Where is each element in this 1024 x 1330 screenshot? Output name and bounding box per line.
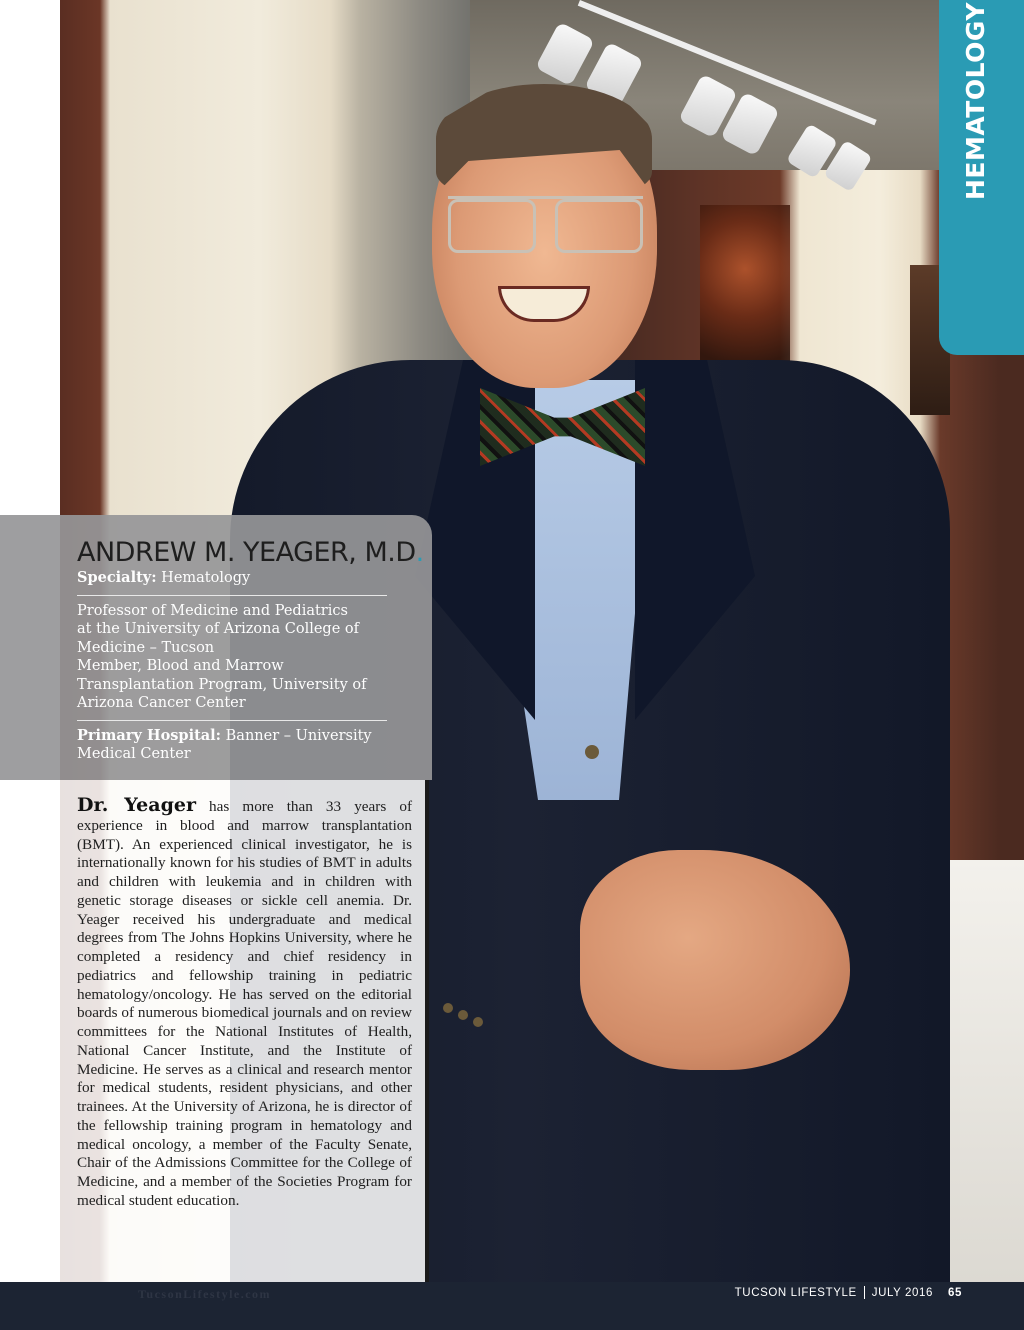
- position-line: at the University of Arizona College of: [77, 621, 359, 637]
- bio-body: has more than 33 years of experience in blood and marrow transplantation (BMT). An experienced clinical investigator, he is internationally known for his studies of BMT in adults and children with leukemia and in children with genetic storage diseases or sickle cell anemia. Dr. Yeager received his undergraduate and medical degrees from The Johns Hopkins University, where he completed a residency and chief residency in pediatrics and fellowship training in pediatric hematology/oncology. He has served on the editorial boards of numerous biomedical journals and on review committees for the National Institutes of Health, National Cancer Institute, and the Institute of Medicine. He serves as a clinical and research mentor for medical students, resident physicians, and other trainees. At the University of Arizona, he is director of the fellowship training program in hematology and medical oncology, a member of the Faculty Senate, Chair of the Admissions Committee for the College of Medicine, and a member of the Societies Program for medical student education.: [77, 798, 412, 1209]
- footer-website: TucsonLifestyle.com: [138, 1287, 272, 1301]
- profile-card: [0, 515, 432, 780]
- hospital-label: Primary Hospital:: [77, 726, 222, 744]
- sleeve-button: [458, 1010, 468, 1020]
- bio-text: [77, 796, 412, 1211]
- doctor-name-period: .: [415, 537, 424, 568]
- bio-lead: Dr. Yeager: [77, 794, 196, 816]
- sleeve-button: [473, 1017, 483, 1027]
- bio-panel-edge: [425, 780, 429, 1282]
- position-line: Professor of Medicine and Pediatrics: [77, 602, 348, 619]
- wall-painting: [700, 205, 790, 365]
- position-line: Transplantation Program, University of: [77, 676, 367, 693]
- footer-separator: [864, 1286, 865, 1299]
- specialty-label: Specialty:: [77, 569, 157, 586]
- eyeglasses-icon: [448, 196, 643, 251]
- sleeve-button: [443, 1003, 453, 1013]
- doctor-name: [77, 537, 432, 569]
- divider: [77, 720, 387, 721]
- position-line: Member, Blood and Marrow: [77, 658, 284, 674]
- hospital-value: Banner – University Medical Center: [77, 727, 372, 762]
- position-line: Arizona Cancer Center: [77, 695, 246, 711]
- jacket-button: [585, 745, 599, 759]
- section-tab-label: HEMATOLOGY: [961, 2, 990, 200]
- positions-block: [77, 602, 397, 713]
- specialty-value: Hematology: [156, 570, 251, 586]
- footer-magazine: TUCSON LIFESTYLE: [734, 1286, 857, 1299]
- specialty-line: [77, 569, 432, 588]
- divider: [77, 595, 387, 596]
- page-number: 65: [948, 1286, 962, 1299]
- footer-issue: JULY 2016: [871, 1286, 933, 1299]
- position-line: Medicine – Tucson: [77, 639, 215, 656]
- footer-folio: [735, 1286, 962, 1299]
- doctor-name-text: ANDREW M. YEAGER, M.D: [77, 537, 416, 568]
- hospital-line: [77, 727, 377, 764]
